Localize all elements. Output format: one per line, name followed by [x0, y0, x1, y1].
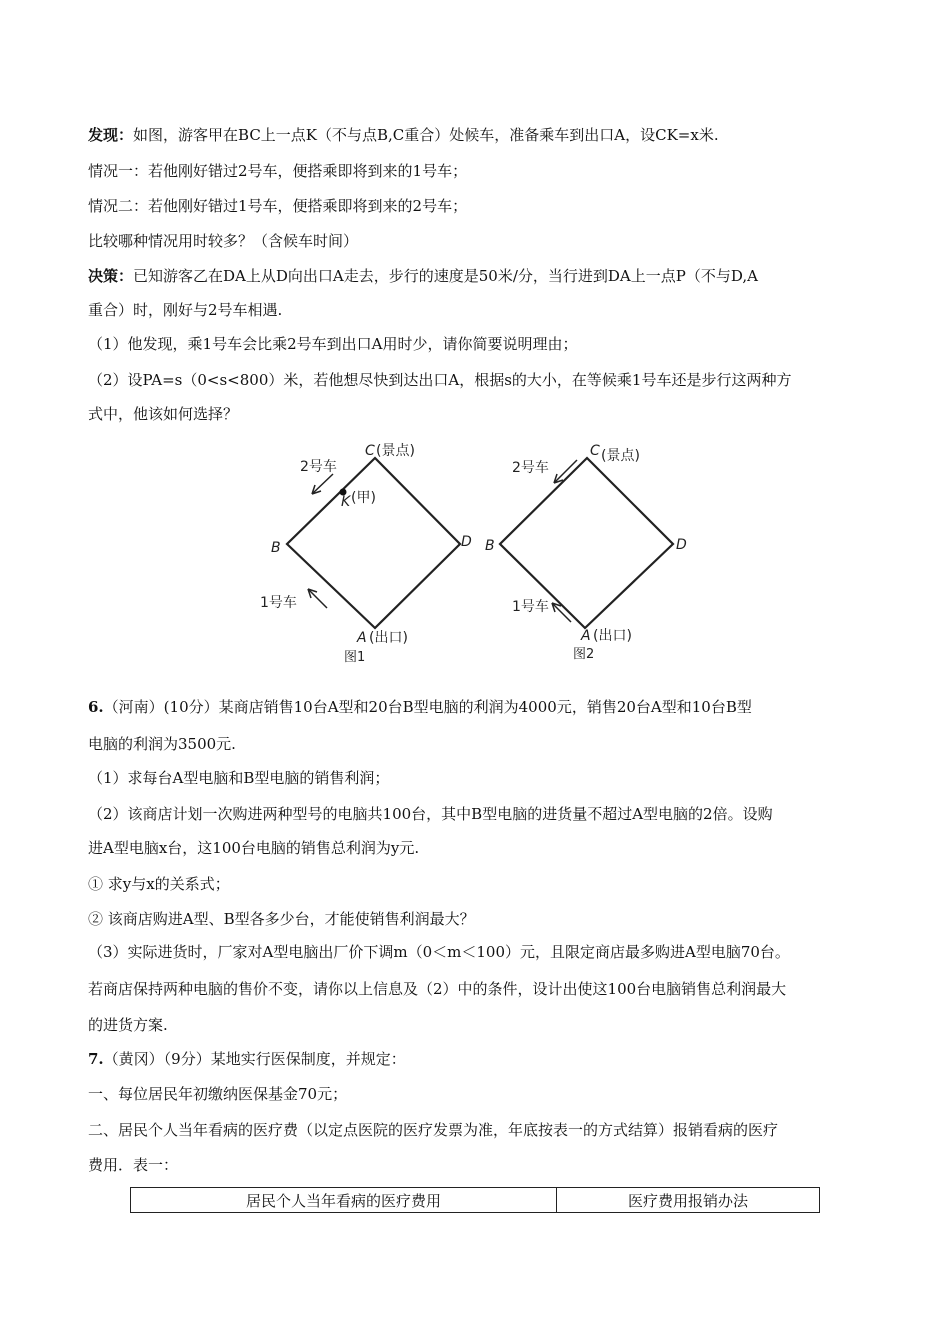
fig1-arrow-bus2	[312, 474, 333, 494]
fig2-label-b: B	[485, 538, 495, 554]
find-text: 如图，游客甲在BC上一点K（不与点B,C重合）处候车，准备乘车到出口A，设CK=x米.	[133, 126, 719, 144]
fig1-label-c-note: (景点)	[376, 443, 415, 459]
problem-7-line2: 一、每位居民年初缴纳医保基金70元；	[88, 1085, 348, 1103]
problem-6-line9: 若商店保持两种电脑的售价不变，请你以上信息及（2）中的条件，设计出使这100台电脑销售总利润最大	[88, 980, 787, 998]
fig1-label-c: C	[365, 443, 375, 459]
problem-7-intro: （黄冈）（9分）某地实行医保制度，并规定：	[103, 1050, 406, 1068]
fig2-label-c-note: (景点)	[601, 448, 640, 464]
fig2-label-d: D	[676, 537, 687, 553]
case-one: 情况一：若他刚好错过2号车，便搭乘即将到来的1号车；	[88, 162, 468, 180]
fig2-bus2: 2号车	[512, 460, 549, 476]
fig1-arrow-bus1	[308, 589, 327, 608]
table-header-row	[131, 1188, 820, 1213]
fig1-square	[287, 458, 460, 628]
fig1-label-a: A	[357, 630, 367, 646]
problem-6-line8: （3）实际进货时，厂家对A型电脑出厂价下调m（0＜m＜100）元，且限定商店最多购进A型电脑70台。	[88, 943, 790, 961]
decision-text: 已知游客乙在DA上从D向出口A走去，步行的速度是50米/分，当行进到DA上一点P（不与D,A	[133, 267, 758, 285]
fig1-label-d: D	[461, 534, 472, 550]
question-1: （1）他发现，乘1号车会比乘2号车到出口A用时少，请你简要说明理由；	[88, 335, 578, 353]
fig1-label-b: B	[271, 540, 281, 556]
table-col-reimburse: 医疗费用报销办法	[556, 1188, 819, 1213]
fig1-bus2: 2号车	[300, 459, 337, 475]
table-one	[130, 1187, 820, 1213]
problem-6-number: 6.	[88, 698, 104, 716]
fig2-caption: 图2	[573, 647, 595, 662]
problem-6-line10: 的进货方案.	[88, 1016, 168, 1034]
find-label: 发现：	[88, 126, 134, 144]
fig2-label-c: C	[590, 443, 600, 459]
problem-7-line4: 费用．表一：	[88, 1156, 179, 1174]
case-two: 情况二：若他刚好错过1号车，便搭乘即将到来的2号车；	[88, 197, 468, 215]
table-col-cost: 居民个人当年看病的医疗费用	[131, 1188, 557, 1213]
problem-6-header	[88, 697, 752, 717]
problem-7-line3: 二、居民个人当年看病的医疗费（以定点医院的医疗发票为准，年底按表一的方式结算）报销看病的医疗	[88, 1121, 779, 1139]
fig1-label-k: K	[341, 494, 351, 510]
problem-6-line4: （2）该商店计划一次购进两种型号的电脑共100台，其中B型电脑的进货量不超过A型电脑的2倍。设购	[88, 805, 773, 823]
problem-6-line5: 进A型电脑x台，这100台电脑的销售总利润为y元.	[88, 839, 420, 857]
fig1-caption: 图1	[344, 650, 366, 665]
problem-6-line6: ① 求y与x的关系式；	[88, 875, 230, 893]
problem-6-intro: （河南）(10分）某商店销售10台A型和20台B型电脑的利润为4000元，销售20台A型和10台B型	[103, 698, 752, 716]
problem-6-line7: ② 该商店购进A型、B型各多少台，才能使销售利润最大？	[88, 910, 475, 928]
decision-paragraph	[88, 266, 758, 286]
fig1-label-a-note: (出口)	[369, 630, 408, 646]
question-2-cont: 式中，他该如何选择？	[88, 405, 239, 423]
fig2-label-a-note: (出口)	[593, 628, 632, 644]
problem-7-header	[88, 1049, 406, 1069]
compare-question: 比较哪种情况用时较多？（含候车时间）	[88, 232, 359, 250]
fig2-label-a: A	[581, 628, 591, 644]
question-2: （2）设PA=s（0<s<800）米，若他想尽快到达出口A，根据s的大小，在等候乘1号车还是步行这两种方	[88, 371, 792, 389]
route-figure	[255, 436, 695, 671]
decision-label: 决策：	[88, 267, 134, 285]
decision-text-cont: 重合）时，刚好与2号车相遇.	[88, 301, 283, 319]
find-paragraph	[88, 125, 719, 145]
problem-6-line3: （1）求每台A型电脑和B型电脑的销售利润；	[88, 769, 390, 787]
fig2-bus1: 1号车	[512, 599, 549, 615]
fig1-label-k-note: (甲)	[351, 490, 376, 506]
problem-6-line2: 电脑的利润为3500元.	[88, 735, 236, 753]
fig1-bus1: 1号车	[260, 595, 297, 611]
problem-7-number: 7.	[88, 1050, 104, 1068]
